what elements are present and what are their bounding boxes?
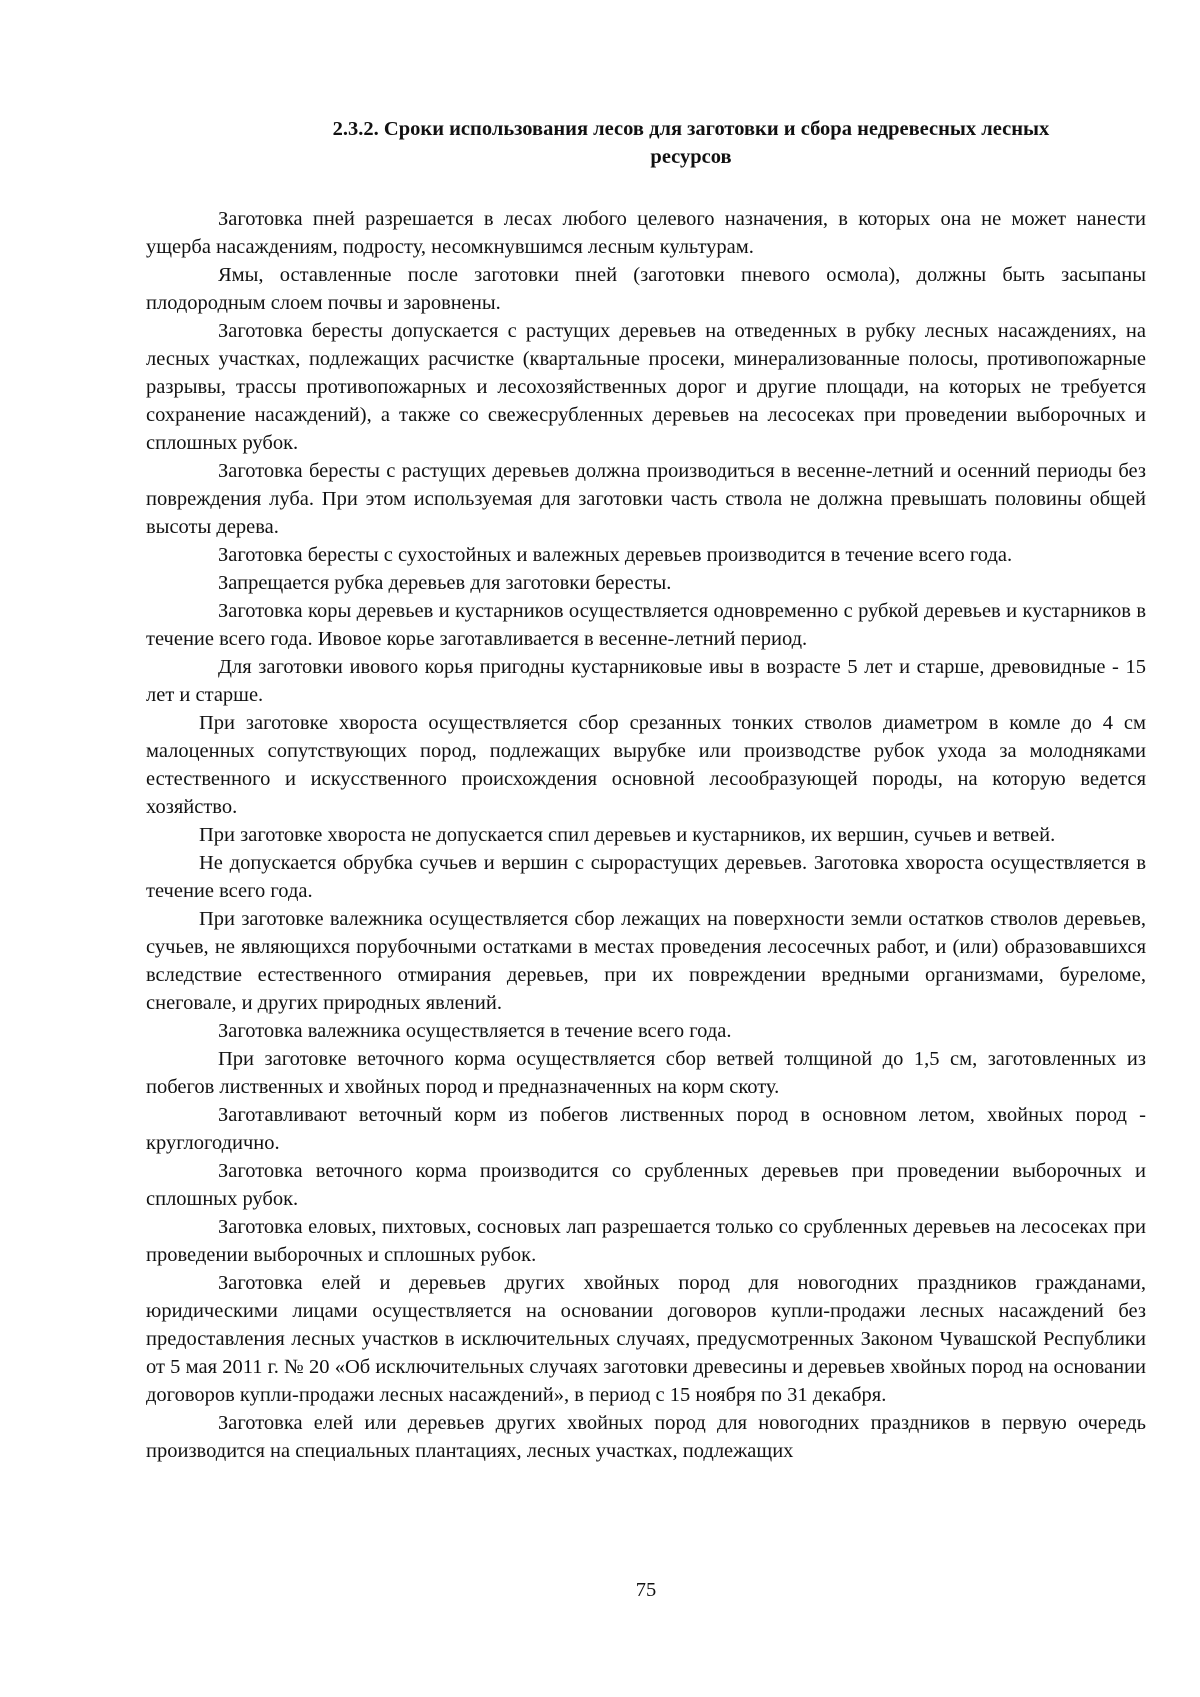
paragraph-twig-feed-source: Заготовка веточного корма производится со срубленных деревьев при проведении выборочных и сплошных рубок. xyxy=(146,1160,1146,1210)
paragraph-new-year-trees: Заготовка елей и деревьев других хвойных пород для новогодних праздников гражданами, юридическими лицами осуществляется на основании договоров купли-продажи лесных насаждений без предоставления лесных участков в исключительных случаях, предусмотренных Законом Чувашской Республики от 5 мая 2011 г. № 20 «Об исключительных случаях заготовки древесины и деревьев хвойных пород на основании договоров купли-продажи лесных насаждений», в период с 15 ноября по 31 декабря. xyxy=(146,1272,1146,1406)
document-body xyxy=(146,205,1146,1465)
paragraph-birch-bark: Заготовка бересты допускается с растущих деревьев на отведенных в рубку лесных насаждениях, на лесных участках, подлежащих расчистке (квартальные просеки, минерализованные полосы, противопожарные разрывы, трассы противопожарных и лесохозяйственных дорог и другие площади, на которых не требуется сохранение насаждений), а также со свежесрубленных деревьев на лесосеках при проведении выборочных и сплошных рубок. xyxy=(146,320,1146,454)
paragraph-new-year-trees-priority: Заготовка елей или деревьев других хвойных пород для новогодних праздников в первую очередь производится на специальных плантациях, лесных участках, подлежащих xyxy=(146,1412,1146,1462)
document-page xyxy=(146,0,1146,1697)
paragraph-willow-bark: Для заготовки ивового корья пригодны кустарниковые ивы в возрасте 5 лет и старше, древовидные - 15 лет и старше. xyxy=(146,656,1146,706)
paragraph-deadwood-season: Заготовка валежника осуществляется в течение всего года. xyxy=(218,1020,732,1042)
paragraph-twig-feed-season: Заготавливают веточный корм из побегов лиственных пород в основном летом, хвойных пород - круглогодично. xyxy=(146,1104,1146,1154)
paragraph-birch-bark-growing: Заготовка бересты с растущих деревьев должна производиться в весенне-летний и осенний периоды без повреждения луба. При этом используемая для заготовки часть ствола не должна превышать половины общей высоты дерева. xyxy=(146,460,1146,538)
paragraph-stumps: Заготовка пней разрешается в лесах любого целевого назначения, в которых она не может нанести ущерба насаждениям, подросту, несомкнувшимся лесным культурам. xyxy=(146,208,1146,258)
paragraph-conifer-branches: Заготовка еловых, пихтовых, сосновых лап разрешается только со срубленных деревьев на лесосеках при проведении выборочных и сплошных рубок. xyxy=(146,1216,1146,1266)
page-number: 75 xyxy=(635,1579,657,1601)
paragraph-brushwood: При заготовке хвороста осуществляется сбор срезанных тонких стволов диаметром в комле до 4 см малоценных сопутствующих пород, подлежащих вырубке или производстве рубок ухода за молодняками естественного и искусственного происхождения основной лесообразующей породы, на которую ведется хозяйство. xyxy=(146,712,1146,818)
paragraph-brushwood-ban: При заготовке хвороста не допускается спил деревьев и кустарников, их вершин, сучьев и ветвей. xyxy=(199,824,1056,846)
section-title-line-1: 2.3.2. Сроки использования лесов для заготовки и сбора недревесных лесных xyxy=(332,118,1050,140)
paragraph-twig-feed: При заготовке веточного корма осуществляется сбор ветвей толщиной до 1,5 см, заготовленных из побегов лиственных и хвойных пород и предназначенных на корм скоту. xyxy=(146,1048,1146,1098)
section-title-line-2: ресурсов xyxy=(650,146,732,168)
paragraph-birch-bark-ban: Запрещается рубка деревьев для заготовки бересты. xyxy=(218,572,672,594)
paragraph-pits: Ямы, оставленные после заготовки пней (заготовки пневого осмола), должны быть засыпаны плодородным слоем почвы и заровнены. xyxy=(146,264,1146,314)
paragraph-brushwood-season: Не допускается обрубка сучьев и вершин с сырорастущих деревьев. Заготовка хвороста осуществляется в течение всего года. xyxy=(146,852,1146,902)
paragraph-deadwood: При заготовке валежника осуществляется сбор лежащих на поверхности земли остатков стволов деревьев, сучьев, не являющихся порубочными остатками в местах проведения лесосечных работ, и (или) образовавшихся вследствие естественного отмирания деревьев, при их повреждении вредными организмами, буреломе, снеговале, и других природных явлений. xyxy=(146,908,1146,1014)
paragraph-bark: Заготовка коры деревьев и кустарников осуществляется одновременно с рубкой деревьев и кустарников в течение всего года. Ивовое корье заготавливается в весенне-летний период. xyxy=(146,600,1146,650)
paragraph-birch-bark-dead: Заготовка бересты с сухостойных и валежных деревьев производится в течение всего года. xyxy=(218,544,1013,566)
section-title xyxy=(146,115,1146,171)
